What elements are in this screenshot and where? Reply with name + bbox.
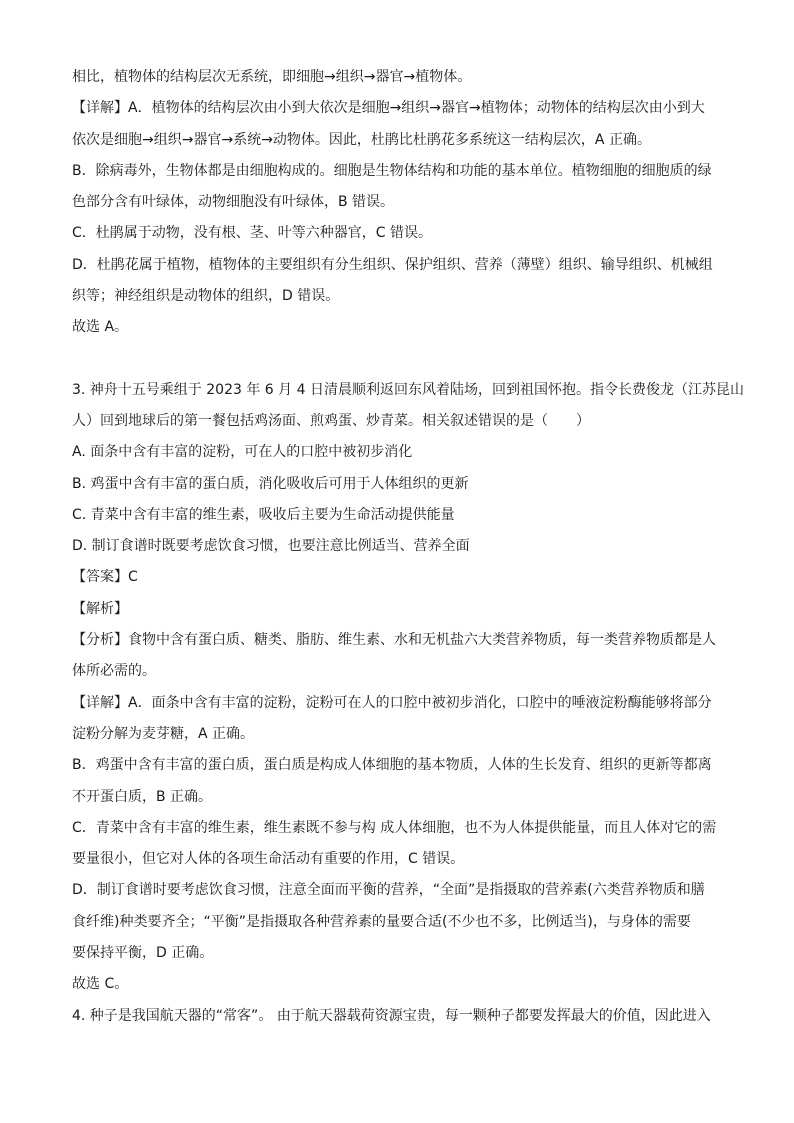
- q3-answer: [72, 562, 724, 593]
- q2-detail-a-line2: 依次是细胞→组织→器官→系统→动物体。因此，杜鹃比杜鹃花多系统这一结构层次，A 正确。: [72, 131, 651, 148]
- q3-option-d: D. 制订食谱时既要考虑饮食习惯，也要注意比例适当、营养全面: [72, 538, 470, 555]
- q3-detail-a: [72, 688, 724, 719]
- q2-detail-tag: 【详解】: [72, 100, 128, 117]
- q3-detail-a-line2: 淀粉分解为麦芽糖，A 正确。: [72, 725, 255, 742]
- q2-detail-d-line2: 织等；神经组织是动物体的组织，D 错误。: [72, 288, 340, 305]
- q3-analysis: [72, 625, 724, 656]
- q3-detail-b-line2: 不开蛋白质，B 正确。: [72, 788, 213, 805]
- q3-option-c: C. 青菜中含有丰富的维生素，吸收后主要为生命活动提供能量: [72, 506, 455, 523]
- q2-detail-d-line1: D．杜鹃花属于植物，植物体的主要组织有分生组织、保护组织、营养（薄壁）组织、输导组织、机械组: [72, 256, 713, 273]
- q4-stem-line1: 4. 种子是我国航天器的“常客”。 由于航天器载荷资源宝贵，每一颗种子都要发挥最大的价值，因此进入: [72, 1007, 711, 1024]
- q3-stem-line1: 3. 神舟十五号乘组于 2023 年 6 月 4 日清晨顺利返回东风着陆场，回到祖国怀抱。指令长费俊龙（江苏昆山: [72, 381, 744, 398]
- q3-stem-line2: 人）回到地球后的第一餐包括鸡汤面、煎鸡蛋、炒青菜。相关叙述错误的是（ ）: [72, 412, 590, 429]
- q3-option-b: B. 鸡蛋中含有丰富的蛋白质，消化吸收后可用于人体组织的更新: [72, 475, 469, 492]
- q3-option-a: A. 面条中含有丰富的淀粉，可在人的口腔中被初步消化: [72, 444, 413, 461]
- q3-analysis-line1: 食物中含有蛋白质、糖类、脂肪、维生素、水和无机盐六大类营养物质，每一类营养物质都是人: [128, 632, 716, 649]
- q3-answer-value: C: [128, 569, 138, 586]
- q3-detail-b-line1: B．鸡蛋中含有丰富的蛋白质，蛋白质是构成人体细胞的基本物质，人体的生长发育、组织的更新等都离: [72, 757, 712, 774]
- q3-detail-c-line2: 要量很小，但它对人体的各项生命活动有重要的作用，C 错误。: [72, 851, 465, 868]
- q2-analysis-end: 相比，植物体的结构层次无系统，即细胞→组织→器官→植物体。: [72, 69, 472, 85]
- q3-detail-d-line2: 食纤维)种类要齐全；“平衡”是指摄取各种营养素的量要合适(不少也不多，比例适当)，与身体的需要: [72, 913, 691, 930]
- q2-detail-b-line2: 色部分含有叶绿体，动物细胞没有叶绿体，B 错误。: [72, 194, 395, 211]
- q3-detail-d-line1: D．制订食谱时要考虑饮食习惯，注意全面而平衡的营养，“全面”是指摄取的营养素(六类营养物质和膳: [72, 882, 705, 899]
- q3-conclusion: 故选 C。: [72, 976, 129, 993]
- q2-detail-a: [72, 93, 724, 124]
- q3-explain-tag: 【解析】: [72, 600, 128, 617]
- q3-analysis-tag: 【分析】: [72, 632, 128, 649]
- q3-detail-a-line1: A．面条中含有丰富的淀粉，淀粉可在人的口腔中被初步消化，口腔中的唾液淀粉酶能够将部分: [128, 694, 712, 711]
- q2-conclusion: 故选 A。: [72, 319, 129, 336]
- q2-detail-b-line1: B．除病毒外，生物体都是由细胞构成的。细胞是生物体结构和功能的基本单位。植物细胞的细胞质的绿: [72, 162, 712, 179]
- q3-detail-d-line3: 要保持平衡，D 正确。: [72, 945, 214, 962]
- q3-analysis-line2: 体所必需的。: [72, 663, 156, 680]
- q2-detail-a-line1: A．植物体的结构层次由小到大依次是细胞→组织→器官→植物体；动物体的结构层次由小到大: [128, 100, 705, 117]
- document-body: [72, 62, 744, 1032]
- q2-detail-c: C．杜鹃属于动物，没有根、茎、叶等六种器官，C 错误。: [72, 225, 432, 242]
- question-gap: [72, 344, 724, 375]
- q3-answer-tag: 【答案】: [72, 569, 128, 586]
- q3-detail-c-line1: C．青菜中含有丰富的维生素，维生素既不参与构 成人体细胞，也不为人体提供能量，而且人体对它的需: [72, 819, 717, 836]
- q3-detail-tag: 【详解】: [72, 694, 128, 711]
